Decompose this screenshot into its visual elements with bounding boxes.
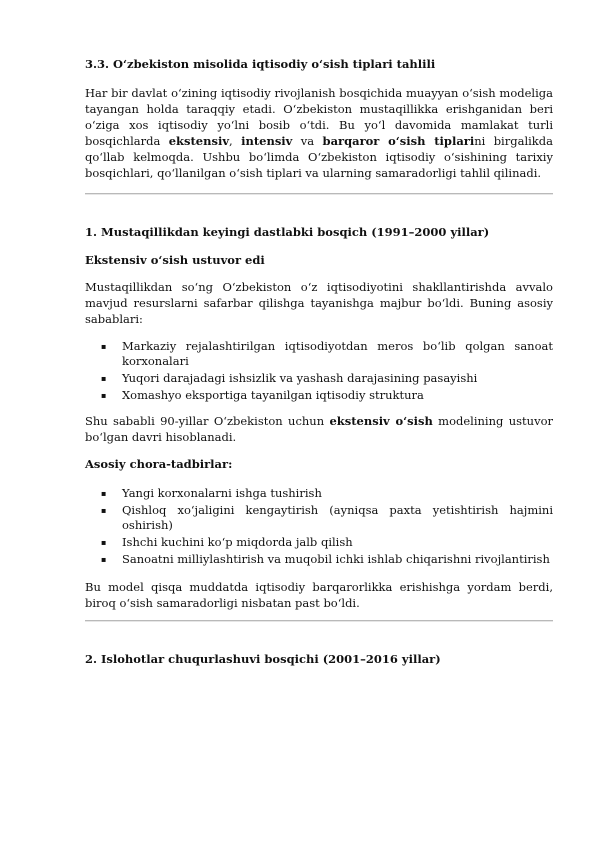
intro-text-a: Har bir davlat o‘zining iqtisodiy rivojlanish bosqichida muayyan o‘sish modeliga tayangan holda taraqqiy etadi. O‘zbekiston mustaqillikka erishganidan beri o‘ziga xos iqtisodiy yo‘lni bosib o‘tdi. Bu yo‘l davomida mamlakat turli bosqichlarda <box>85 86 553 148</box>
stage1-heading: 1. Mustaqillikdan keyingi dastlabki bosqich (1991–2000 yillar) <box>85 225 490 239</box>
list-item: ▪ Markaziy rejalashtirilgan iqtisodiyotdan meros bo‘lib qolgan sanoat korxonalari <box>122 339 553 369</box>
list-item: ▪ Yangi korxonalarni ishga tushirish <box>122 486 553 501</box>
stage1-reasons-list <box>85 339 553 403</box>
measures-heading: Asosiy chora-tadbirlar: <box>85 457 233 471</box>
list-item: ▪ Xomashyo eksportiga tayanilgan iqtisodiy struktura <box>122 388 553 403</box>
intro-text-b: ni birgalikda qo‘llab kelmoqda. Ushbu bo‘limda O‘zbekiston iqtisodiy o‘sishining tarixiy bosqichlari, qo‘llanilgan o‘sish tiplari va ularning samaradorligi tahlil qilinadi. <box>85 134 553 180</box>
model-text-a: Shu sababli 90-yillar O‘zbekiston uchun <box>85 414 330 428</box>
model-term: ekstensiv o‘sish <box>329 414 433 428</box>
list-item: ▪ Yuqori darajadagi ishsizlik va yashash darajasining pasayishi <box>122 371 553 386</box>
intro-sep-1: , <box>229 134 242 148</box>
stage1-conclusion: Bu model qisqa muddatda iqtisodiy barqarorlikka erishishga yordam berdi, biroq o‘sish samaradorligi nisbatan past bo‘ldi. <box>85 580 553 610</box>
stage1-paragraph: Mustaqillikdan so‘ng O‘zbekiston o‘z iqtisodiyotini shakllantirishda avvalo mavjud resurslarni safarbar qilishga tayanishga majbur bo‘ldi. Buning asosiy sabablari: <box>85 280 553 326</box>
list-item: ▪ Ishchi kuchini ko‘p miqdorda jalb qilish <box>122 535 553 550</box>
intro-term-extensive: ekstensiv <box>168 134 230 148</box>
list-item: ▪ Qishloq xo‘jaligini kengaytirish (ayniqsa paxta yetishtirish hajmini oshirish) <box>122 503 553 533</box>
model-text-b: modelining ustuvor bo‘lgan davri hisoblanadi. <box>85 414 553 444</box>
stage1-subheading: Ekstensiv o‘sish ustuvor edi <box>85 253 265 267</box>
measures-list <box>85 486 553 567</box>
list-item: ▪ Sanoatni milliylashtirish va muqobil ichki ishlab chiqarishni rivojlantirish <box>122 552 553 567</box>
document-page <box>85 56 553 667</box>
stage1-model-paragraph <box>85 413 553 445</box>
section-title: 3.3. O‘zbekiston misolida iqtisodiy o‘sish tiplari tahlili <box>85 57 436 71</box>
intro-paragraph <box>85 85 553 181</box>
stage2-heading: 2. Islohotlar chuqurlashuvi bosqichi (2001–2016 yillar) <box>85 652 441 666</box>
intro-sep-2: va <box>292 134 323 148</box>
intro-term-intensive: intensiv <box>241 134 293 148</box>
intro-term-sustainable: barqaror o‘sish tiplari <box>322 134 475 148</box>
